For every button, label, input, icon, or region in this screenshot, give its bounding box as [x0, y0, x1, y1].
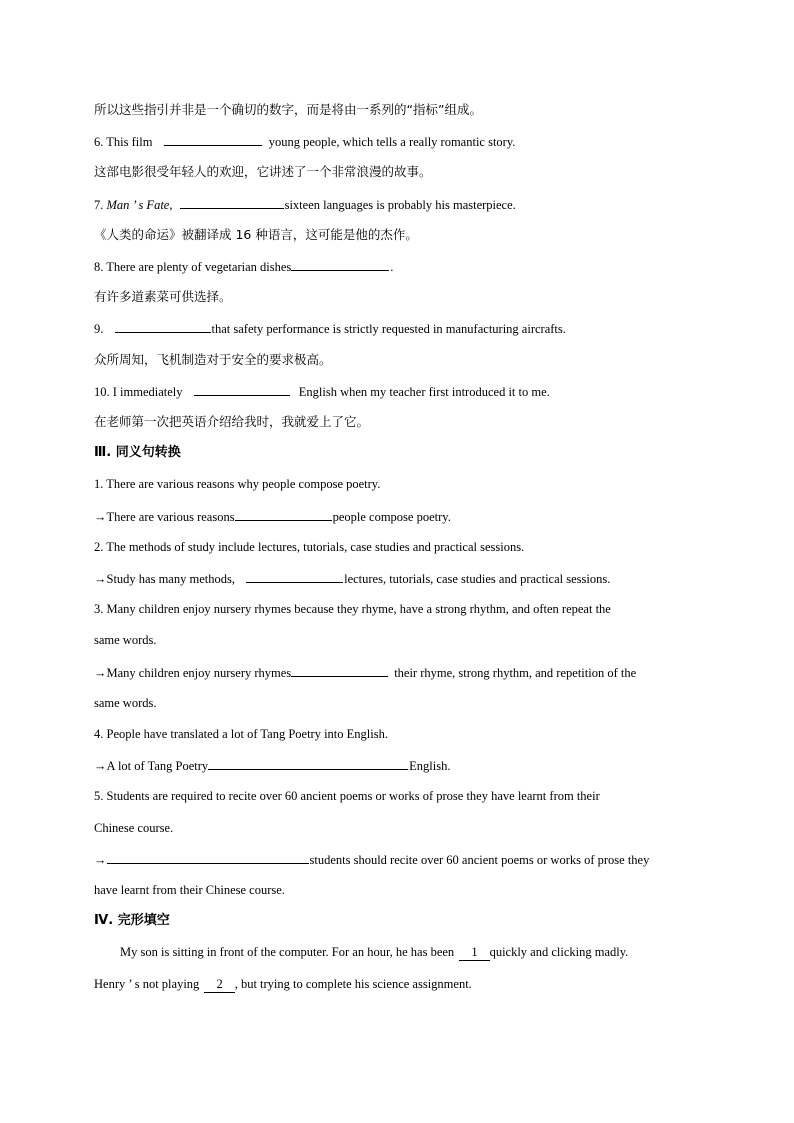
- synonym-item-3-cont: [94, 632, 157, 648]
- text: →Study has many methods,: [94, 572, 235, 586]
- chinese-sentence: [94, 102, 482, 118]
- blank-number: 2: [216, 977, 223, 991]
- text: 9.: [94, 322, 104, 336]
- synonym-item-5-rewrite: [94, 851, 649, 868]
- cloze-paragraph-line: [94, 976, 472, 993]
- text: →: [94, 853, 107, 867]
- synonym-item-4: [94, 726, 388, 742]
- synonym-item-3: [94, 601, 611, 617]
- text: people compose poetry.: [332, 510, 451, 524]
- answer-blank[interactable]: [115, 320, 211, 333]
- text: same words.: [94, 633, 157, 647]
- synonym-item-2: [94, 539, 524, 555]
- text: , but trying to complete his science assignment.: [234, 977, 472, 991]
- answer-blank[interactable]: [208, 757, 408, 770]
- text: young people, which tells a really romantic story.: [268, 135, 516, 149]
- question-7-translation: [94, 227, 418, 243]
- text: 4. People have translated a lot of Tang Poetry into English.: [94, 727, 388, 741]
- answer-blank[interactable]: [194, 383, 290, 396]
- text: English.: [409, 759, 451, 773]
- text: 《人类的命运》被翻译成 16 种语言，这可能是他的杰作。: [94, 227, 418, 242]
- cloze-blank-1[interactable]: [459, 944, 489, 961]
- text: quickly and clicking madly.: [489, 945, 629, 959]
- text: 5. Students are required to recite over 60 ancient poems or works of prose they have learnt from their: [94, 789, 600, 803]
- text: 3. Many children enjoy nursery rhymes because they rhyme, have a strong rhythm, and often repeat the: [94, 602, 611, 616]
- text: →Many children enjoy nursery rhymes: [94, 666, 292, 680]
- text: 1. There are various reasons why people compose poetry.: [94, 477, 381, 491]
- cloze-paragraph-line: [120, 944, 628, 961]
- synonym-item-5-cont: [94, 820, 173, 836]
- text: 8. There are plenty of vegetarian dishes: [94, 260, 292, 274]
- text: 所以这些指引并非是一个确切的数字，而是将由一系列的“指标”组成。: [94, 102, 482, 117]
- text: 这部电影很受年轻人的欢迎，它讲述了一个非常浪漫的故事。: [94, 164, 432, 179]
- text: →A lot of Tang Poetry: [94, 759, 209, 773]
- text: .: [390, 260, 394, 274]
- text: Chinese course.: [94, 821, 174, 835]
- book-title: Man ’ s Fate: [106, 198, 170, 212]
- text: their rhyme, strong rhythm, and repetition of the: [394, 666, 637, 680]
- text: ,: [169, 198, 173, 212]
- answer-blank[interactable]: [235, 508, 332, 521]
- synonym-item-1: [94, 476, 380, 492]
- text: 6. This film: [94, 135, 153, 149]
- question-9-translation: [94, 352, 332, 368]
- question-10-translation: [94, 414, 369, 430]
- text: My son is sitting in front of the computer. For an hour, he has been: [120, 945, 455, 959]
- text: same words.: [94, 696, 157, 710]
- synonym-item-3-rewrite: [94, 664, 636, 681]
- question-7: [94, 196, 516, 213]
- text: lectures, tutorials, case studies and practical sessions.: [344, 572, 611, 586]
- question-10: [94, 383, 550, 400]
- synonym-item-1-rewrite: [94, 508, 451, 525]
- section-heading: [94, 445, 181, 461]
- text: Ⅳ. 完形填空: [94, 913, 170, 928]
- synonym-item-5: [94, 788, 600, 804]
- text: 10. I immediately: [94, 385, 183, 399]
- answer-blank[interactable]: [164, 133, 262, 146]
- text: 在老师第一次把英语介绍给我时，我就爱上了它。: [94, 414, 370, 429]
- synonym-item-2-rewrite: [94, 570, 610, 587]
- text: that safety performance is strictly requested in manufacturing aircrafts.: [211, 322, 566, 336]
- text: English when my teacher first introduced it to me.: [298, 385, 550, 399]
- synonym-item-5-rewrite-cont: [94, 882, 285, 898]
- text: sixteen languages is probably his masterpiece.: [284, 198, 516, 212]
- section-heading: [94, 913, 170, 929]
- text: →There are various reasons: [94, 510, 235, 524]
- text: students should recite over 60 ancient poems or works of prose they: [309, 853, 650, 867]
- synonym-item-4-rewrite: [94, 757, 451, 774]
- answer-blank[interactable]: [107, 851, 309, 864]
- text: 众所周知，飞机制造对于安全的要求极高。: [94, 352, 332, 367]
- answer-blank[interactable]: [180, 196, 284, 209]
- text: Henry ’ s not playing: [94, 977, 200, 991]
- answer-blank[interactable]: [291, 664, 388, 677]
- blank-number: 1: [471, 945, 478, 959]
- cloze-blank-2[interactable]: [204, 976, 234, 993]
- text: Ⅲ. 同义句转换: [94, 445, 181, 460]
- text: have learnt from their Chinese course.: [94, 883, 285, 897]
- answer-blank[interactable]: [246, 570, 343, 583]
- question-6: [94, 133, 515, 150]
- question-6-translation: [94, 164, 432, 180]
- question-8: [94, 258, 393, 275]
- text: 7.: [94, 198, 104, 212]
- answer-blank[interactable]: [291, 258, 389, 271]
- synonym-item-3-rewrite-cont: [94, 695, 157, 711]
- question-9: [94, 320, 566, 337]
- question-8-translation: [94, 289, 232, 305]
- text: 2. The methods of study include lectures, tutorials, case studies and practical sessions.: [94, 540, 525, 554]
- text: 有许多道素菜可供选择。: [94, 289, 232, 304]
